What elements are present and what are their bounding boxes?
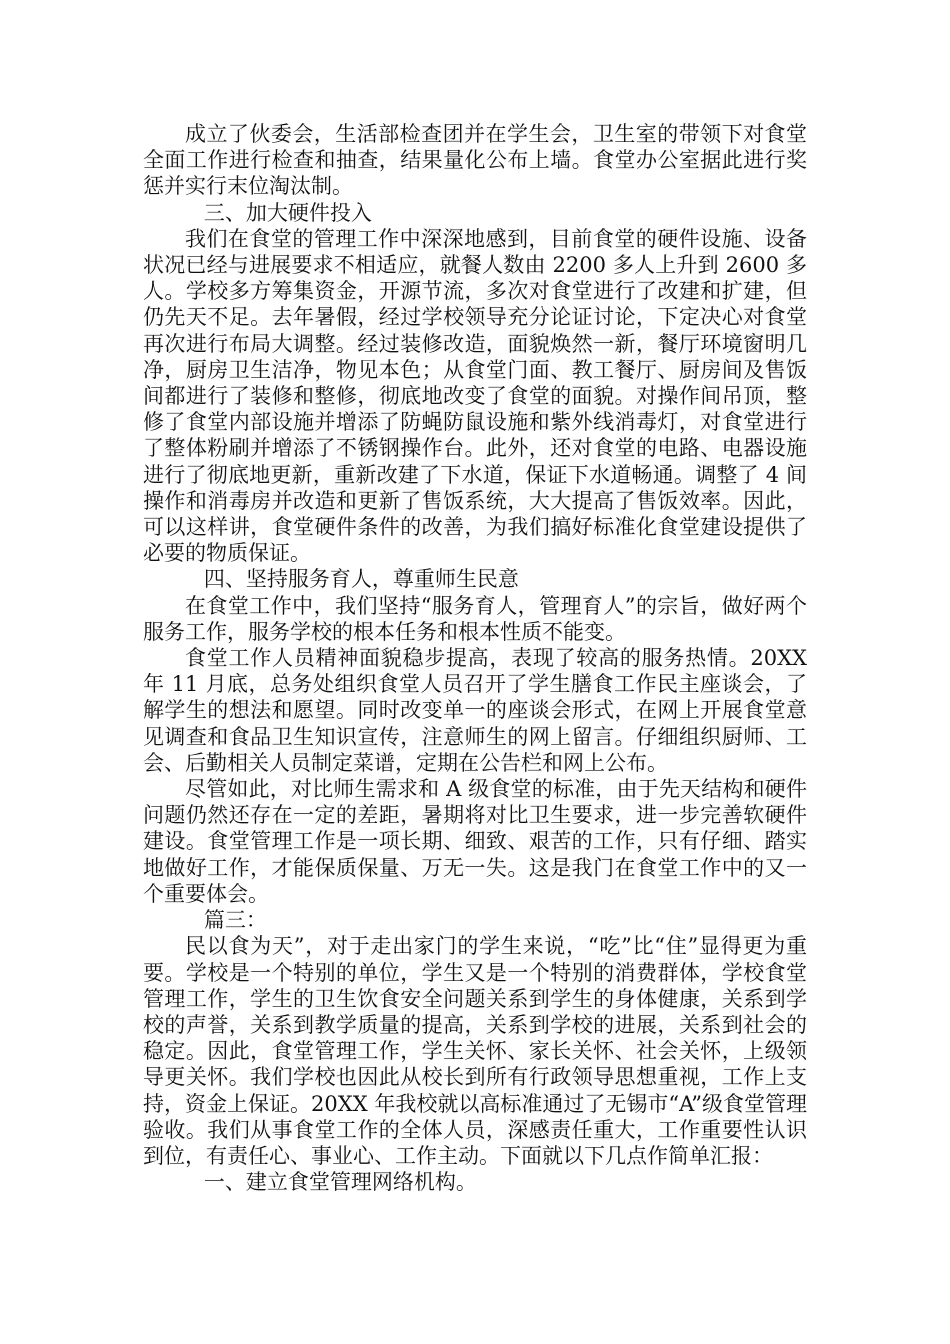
paragraph: 民以食为天”，对于走出家门的学生来说，“吃”比“住”显得更为重要。学校是一个特别的单位，学生又是一个特别的消费群体，学校食堂管理工作，学生的卫生饮食安全问题关系到学生的身体健康，关系到学校的声誉，关系到教学质量的提高，关系到学校的进展，关系到社会的稳定。因此，食堂管理工作，学生关怀、家长关怀、社会关怀，上级领导更关怀。我们学校也因此从校长到所有行政领导思想重视，工作上支持，资金上保证。20XX 年我校就以高标准通过了无锡市“A”级食堂管理验收。我们从事食堂工作的全体人员，深感责任重大，工作重要性认识到位，有责任心、事业心、工作主动。下面就以下几点作简单汇报：	[143, 934, 807, 1168]
section-heading: 三、加大硬件投入	[203, 200, 372, 225]
section-heading: 一、建立食堂管理网络机构。	[203, 1170, 477, 1195]
paragraph: 尽管如此，对比师生需求和 A 级食堂的标准，由于先天结构和硬件问题仍然还存在一定的差距，暑期将对比卫生要求，进一步完善软硬件建设。食堂管理工作是一项长期、细致、艰苦的工作，只有仔细、踏实地做好工作，才能保质保量、万无一失。这是我门在食堂工作中的又一个重要体会。	[143, 777, 807, 906]
section-heading: 四、坚持服务育人，尊重师生民意	[203, 567, 519, 592]
paragraph: 食堂工作人员精神面貌稳步提高，表现了较高的服务热情。20XX 年 11 月底，总务处组织食堂人员召开了学生膳食工作民主座谈会，了解学生的想法和愿望。同时改变单一的座谈会形式，在网上开展食堂意见调查和食品卫生知识宣传，注意师生的网上留言。仔细组织厨师、工会、后勤相关人员制定菜谱，定期在公告栏和网上公布。	[143, 646, 807, 775]
section-heading: 篇三：	[203, 908, 267, 933]
document-page	[143, 121, 807, 1195]
paragraph: 我们在食堂的管理工作中深深地感到，目前食堂的硬件设施、设备状况已经与进展要求不相适应，就餐人数由 2200 多人上升到 2600 多人。学校多方筹集资金，开源节流，多次对食堂进行了改建和扩建，但仍先天不足。去年暑假，经过学校领导充分论证讨论，下定决心对食堂再次进行布局大调整。经过装修改造，面貌焕然一新，餐厅环境窗明几净，厨房卫生洁净，物见本色；从食堂门面、教工餐厅、厨房间及售饭间都进行了装修和整修，彻底地改变了食堂的面貌。对操作间吊顶，整修了食堂内部设施并增添了防蝇防鼠设施和紫外线消毒灯，对食堂进行了整体粉刷并增添了不锈钢操作台。此外，还对食堂的电路、电器设施进行了彻底地更新，重新改建了下水道，保证下水道畅通。调整了 4 间操作和消毒房并改造和更新了售饭系统，大大提高了售饭效率。因此，可以这样讲，食堂硬件条件的改善，为我们搞好标准化食堂建设提供了必要的物质保证。	[143, 226, 807, 566]
paragraph: 成立了伙委会，生活部检查团并在学生会，卫生室的带领下对食堂全面工作进行检查和抽查，结果量化公布上墙。食堂办公室据此进行奖惩并实行末位淘汰制。	[143, 122, 807, 199]
paragraph: 在食堂工作中，我们坚持“服务育人，管理育人”的宗旨，做好两个服务工作，服务学校的根本任务和根本性质不能变。	[143, 593, 807, 644]
